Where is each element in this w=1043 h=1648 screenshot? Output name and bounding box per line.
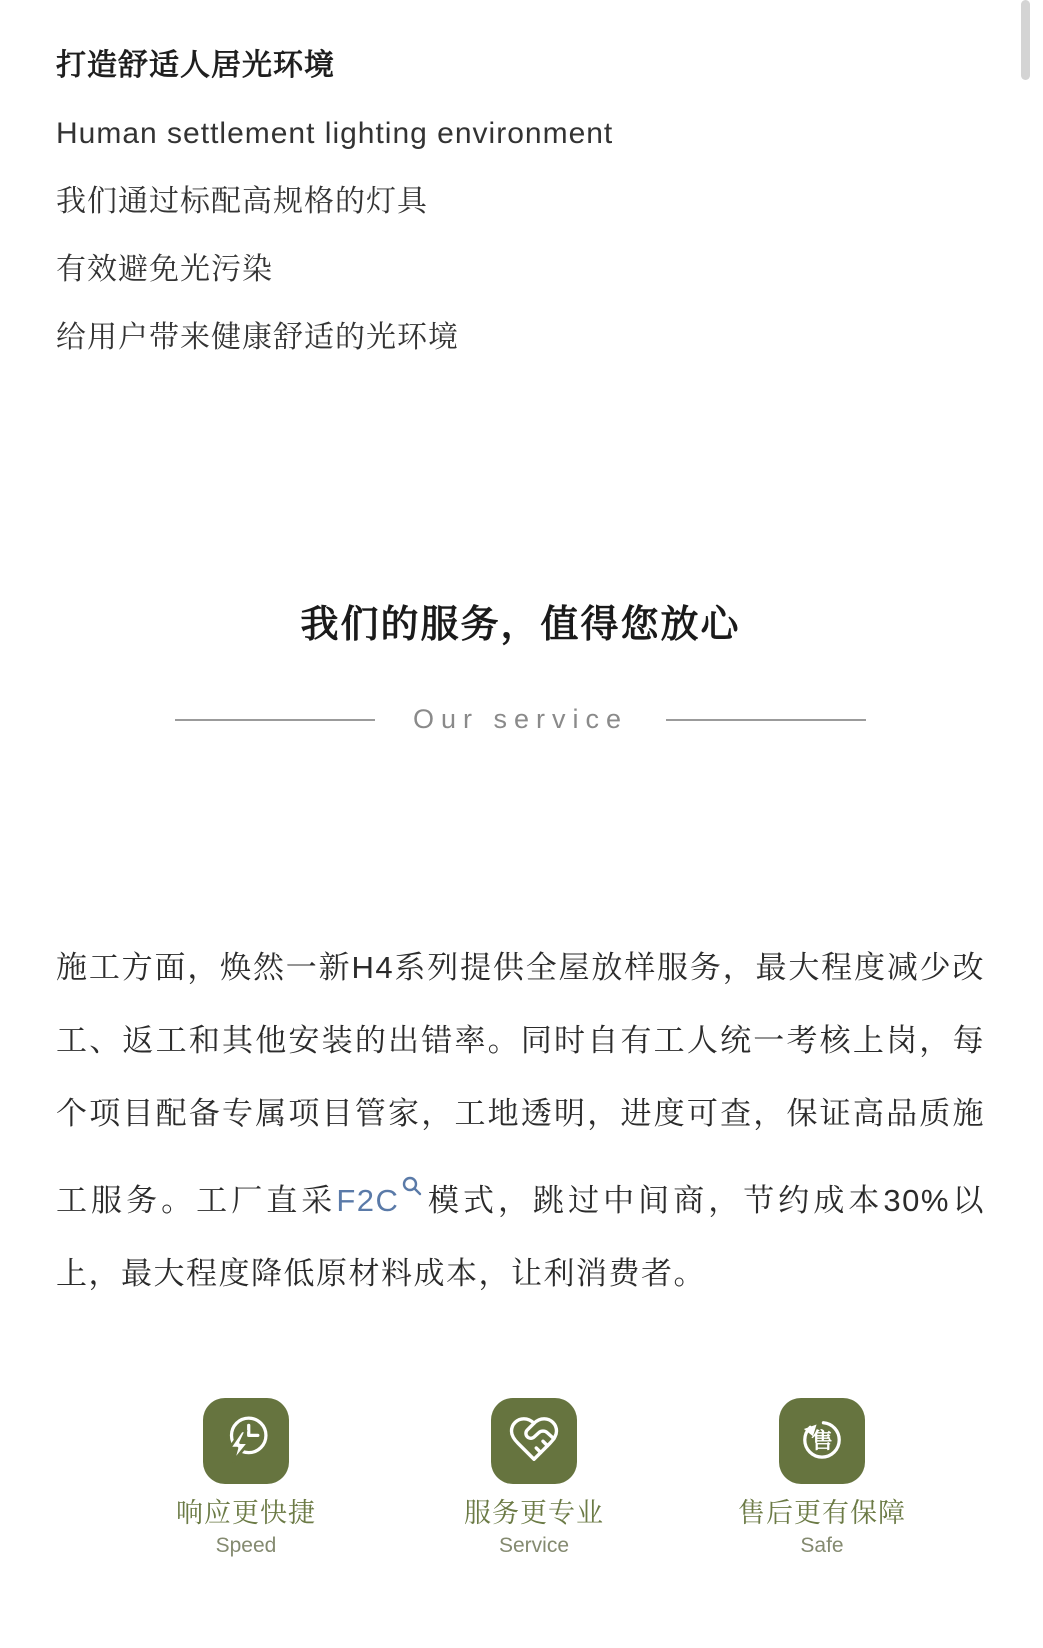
intro-line-en: Human settlement lighting environment: [56, 117, 614, 150]
feature-service-sublabel: Service: [498, 1534, 570, 1557]
feature-safe-sublabel: Safe: [800, 1534, 844, 1557]
svg-text:售: 售: [811, 1427, 833, 1453]
service-subheading: Our service: [412, 704, 629, 734]
feature-speed-label: 响应更快捷: [176, 1498, 316, 1528]
intro-line-3: 给用户带来健康舒适的光环境: [56, 321, 459, 354]
service-icon-box: [491, 1398, 577, 1484]
features-row: [156, 1398, 912, 1558]
f2c-link-text: F2C: [336, 1183, 400, 1218]
heart-handshake-icon: [507, 1412, 561, 1471]
after-sales-refresh-icon: [793, 1410, 851, 1473]
intro-title: 打造舒适人居光环境: [56, 49, 335, 82]
clock-lightning-icon: [217, 1410, 275, 1473]
service-heading: 我们的服务，值得您放心: [300, 604, 741, 646]
intro-line-2: 有效避免光污染: [56, 253, 273, 286]
feature-service-label: 服务更专业: [464, 1498, 604, 1528]
f2c-link[interactable]: [336, 1183, 425, 1218]
divider-line-right: [666, 719, 866, 721]
speed-icon-box: [203, 1398, 289, 1484]
scrollbar-thumb[interactable]: [1021, 0, 1030, 80]
feature-safe-label: 售后更有保障: [738, 1498, 906, 1528]
feature-speed-sublabel: Speed: [215, 1534, 277, 1557]
service-paragraph: [56, 931, 985, 1310]
divider-line-left: [175, 719, 375, 721]
paragraph-text-after: 模式，跳过中间商，节约成本30%以上，最大程度降低原材料成本，让利消费者。: [56, 1183, 986, 1291]
intro-line-1: 我们通过标配高规格的灯具: [56, 185, 428, 218]
paragraph-text-before: 施工方面，焕然一新H4系列提供全屋放样服务，最大程度减少改工、返工和其他安装的出错率。同时自有工人统一考核上岗，每个项目配备专属项目管家，工地透明，进度可查，保证高品质施工服务。工厂直采: [56, 950, 985, 1218]
feature-service: [444, 1398, 624, 1558]
service-subheading-row: [56, 704, 985, 735]
feature-safe: [732, 1398, 912, 1558]
search-icon: [401, 1150, 423, 1223]
feature-speed: [156, 1398, 336, 1558]
safe-icon-box: [779, 1398, 865, 1484]
